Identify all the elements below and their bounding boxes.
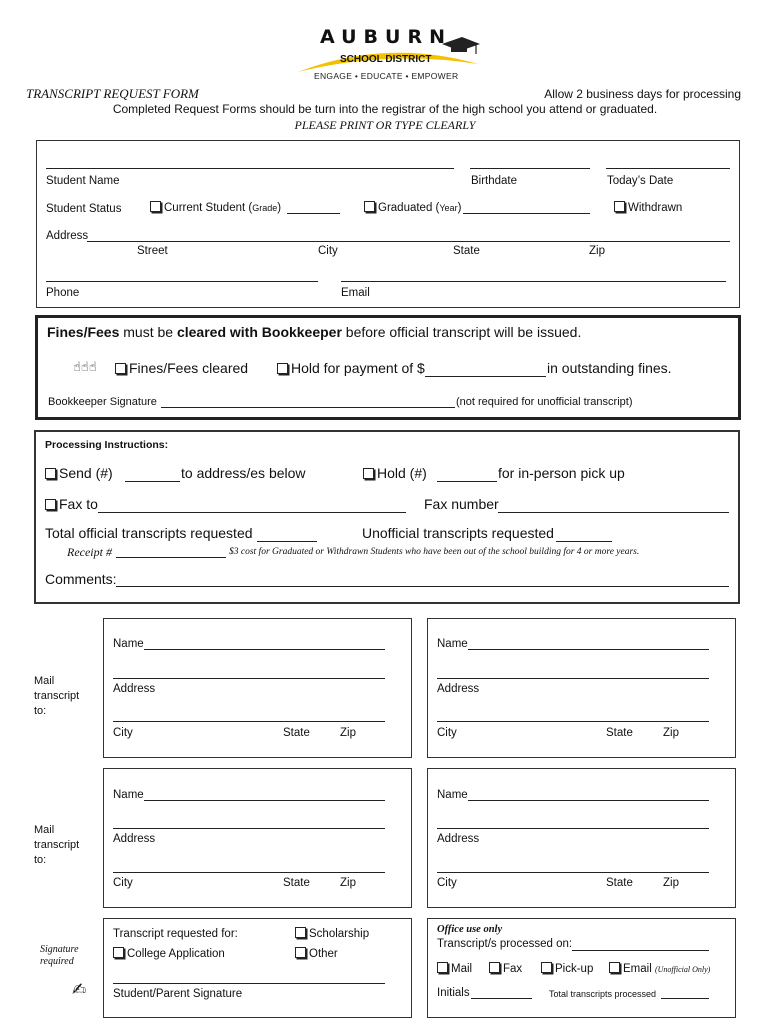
processed-on-field[interactable] xyxy=(572,950,709,951)
processing-section xyxy=(34,430,740,604)
scholarship-option[interactable]: Scholarship xyxy=(295,927,369,940)
state-label: State xyxy=(283,727,310,739)
total-processed-field[interactable] xyxy=(661,998,709,999)
hold-suffix: for in-person pick up xyxy=(498,465,625,481)
city-label: City xyxy=(437,877,457,889)
scholarship-checkbox[interactable] xyxy=(295,927,306,938)
office-mail-option[interactable]: Mail xyxy=(437,962,472,975)
grade-field[interactable] xyxy=(287,213,340,214)
logo-name: AUBURN xyxy=(320,26,452,48)
parent-signature-label: Student/Parent Signature xyxy=(113,988,243,1000)
receipt-field[interactable] xyxy=(116,557,226,558)
state-label: State xyxy=(606,877,633,889)
phone-field[interactable] xyxy=(46,281,318,282)
birthdate-field[interactable] xyxy=(470,168,590,169)
office-fax-checkbox[interactable] xyxy=(489,962,500,973)
address-line-field[interactable] xyxy=(437,678,709,679)
hold-count-field[interactable] xyxy=(437,481,497,482)
student-name-field[interactable] xyxy=(46,168,454,169)
send-count-field[interactable] xyxy=(125,481,180,482)
fax-option[interactable]: Fax to xyxy=(45,496,98,512)
state-label: State xyxy=(606,727,633,739)
name-field[interactable] xyxy=(468,649,709,650)
fines-suffix: in outstanding fines. xyxy=(547,360,672,376)
city-label: City xyxy=(437,727,457,739)
todays-date-field[interactable] xyxy=(606,168,730,169)
processing-heading: Processing Instructions: xyxy=(45,439,169,451)
student-status-label: Student Status xyxy=(46,203,122,215)
mail-side-label-2: Mail transcript to: xyxy=(34,824,80,866)
bookkeeper-signature-label: Bookkeeper Signature xyxy=(48,396,157,408)
zip-label: Zip xyxy=(663,877,679,889)
writing-hand-icon: ✍ xyxy=(72,980,87,1000)
street-label: Street xyxy=(137,245,168,257)
pointing-hands-icon: ☝☝☝ xyxy=(73,360,97,375)
official-count-field[interactable] xyxy=(257,541,317,542)
instruction-text: Completed Request Forms should be turn into the registrar of the high school you attend or graduated. xyxy=(112,102,658,116)
mail-side-label-1: Mail transcript to: xyxy=(34,675,80,717)
zip-label: Zip xyxy=(340,727,356,739)
office-use-heading: Office use only xyxy=(437,924,503,935)
fax-number-field[interactable] xyxy=(498,512,729,513)
hold-checkbox[interactable] xyxy=(363,468,374,479)
unofficial-count-field[interactable] xyxy=(556,541,612,542)
birthdate-label: Birthdate xyxy=(471,175,518,187)
office-email-checkbox[interactable] xyxy=(609,962,620,973)
processed-on-label: Transcript/s processed on: xyxy=(437,938,573,950)
office-email-option[interactable]: Email (Unofficial Only) xyxy=(609,962,710,975)
phone-label: Phone xyxy=(46,287,80,299)
form-title: TRANSCRIPT REQUEST FORM xyxy=(26,86,199,101)
send-checkbox[interactable] xyxy=(45,468,56,479)
withdrawn-option[interactable]: Withdrawn xyxy=(614,201,682,214)
zip-label: Zip xyxy=(589,245,605,257)
email-field[interactable] xyxy=(341,281,726,282)
withdrawn-checkbox[interactable] xyxy=(614,201,625,212)
city-state-zip-field[interactable] xyxy=(113,721,385,722)
fines-cleared-checkbox[interactable] xyxy=(115,363,126,374)
office-pickup-option[interactable]: Pick-up xyxy=(541,962,593,975)
requested-for-label: Transcript requested for: xyxy=(113,928,238,940)
year-field[interactable] xyxy=(463,213,590,214)
hold-option[interactable]: Hold (#) xyxy=(363,465,427,481)
receipt-label: Receipt # xyxy=(67,545,112,559)
print-note: PLEASE PRINT OR TYPE CLEARLY xyxy=(294,118,476,132)
todays-date-label: Today’s Date xyxy=(607,175,674,187)
office-mail-checkbox[interactable] xyxy=(437,962,448,973)
city-state-zip-field[interactable] xyxy=(437,721,709,722)
name-label: Name xyxy=(437,638,468,650)
address-label: Address xyxy=(437,833,480,845)
name-field[interactable] xyxy=(144,800,385,801)
other-checkbox[interactable] xyxy=(295,947,306,958)
comments-field[interactable] xyxy=(116,586,729,587)
fines-cleared-option[interactable]: Fines/Fees cleared xyxy=(115,360,248,376)
send-option[interactable]: Send (#) xyxy=(45,465,113,481)
address-line-field[interactable] xyxy=(113,678,385,679)
initials-label: Initials xyxy=(437,987,470,999)
city-label: City xyxy=(318,245,338,257)
address-label: Address xyxy=(437,683,480,695)
office-pickup-checkbox[interactable] xyxy=(541,962,552,973)
city-state-zip-field[interactable] xyxy=(113,872,385,873)
name-field[interactable] xyxy=(468,800,709,801)
name-label: Name xyxy=(113,789,144,801)
zip-label: Zip xyxy=(340,877,356,889)
official-count-label: Total official transcripts requested xyxy=(45,525,253,541)
receipt-note: $3 cost for Graduated or Withdrawn Students who have been out of the school building for 4 or more years. xyxy=(229,547,640,557)
other-option[interactable]: Other xyxy=(295,947,338,960)
state-label: State xyxy=(453,245,480,257)
district-logo xyxy=(292,20,482,86)
state-label: State xyxy=(283,877,310,889)
email-label: Email xyxy=(341,287,370,299)
logo-district: SCHOOL DISTRICT xyxy=(340,54,432,65)
graduated-option[interactable]: Graduated (Year) xyxy=(364,201,461,214)
total-processed-label: Total transcripts processed xyxy=(549,989,657,999)
fax-number-label: Fax number xyxy=(424,496,499,512)
fine-amount-field[interactable] xyxy=(425,376,546,377)
zip-label: Zip xyxy=(663,727,679,739)
name-label: Name xyxy=(437,789,468,801)
address-label: Address xyxy=(46,230,89,242)
address-label: Address xyxy=(113,683,156,695)
city-label: City xyxy=(113,877,133,889)
fines-heading: Fines/Fees must be cleared with Bookkeeper before official transcript will be issued. xyxy=(47,324,582,340)
bookkeeper-signature-field[interactable] xyxy=(161,407,455,408)
city-state-zip-field[interactable] xyxy=(437,872,709,873)
address-field[interactable] xyxy=(87,241,730,242)
processing-note: Allow 2 business days for processing xyxy=(544,87,741,101)
signature-required-label: Signature required xyxy=(40,944,79,967)
current-student-option[interactable]: Current Student (Grade) xyxy=(150,201,281,214)
fax-checkbox[interactable] xyxy=(45,499,56,510)
signature-note: (not required for unofficial transcript) xyxy=(456,396,633,408)
hold-payment-checkbox[interactable] xyxy=(277,363,288,374)
logo-motto: ENGAGE • EDUCATE • EMPOWER xyxy=(314,71,459,81)
office-fax-option[interactable]: Fax xyxy=(489,962,522,975)
student-info-section xyxy=(36,140,740,308)
student-name-label: Student Name xyxy=(46,175,120,187)
initials-field[interactable] xyxy=(471,998,532,999)
city-label: City xyxy=(113,727,133,739)
comments-label: Comments: xyxy=(45,571,117,587)
name-field[interactable] xyxy=(144,649,385,650)
graduated-checkbox[interactable] xyxy=(364,201,375,212)
college-option[interactable]: College Application xyxy=(113,947,225,960)
send-suffix: to address/es below xyxy=(181,465,306,481)
address-line-field[interactable] xyxy=(437,828,709,829)
current-student-checkbox[interactable] xyxy=(150,201,161,212)
unofficial-count-label: Unofficial transcripts requested xyxy=(362,525,554,541)
fax-to-field[interactable] xyxy=(98,512,406,513)
parent-signature-field[interactable] xyxy=(113,983,385,984)
name-label: Name xyxy=(113,638,144,650)
address-label: Address xyxy=(113,833,156,845)
address-line-field[interactable] xyxy=(113,828,385,829)
hold-payment-option[interactable]: Hold for payment of $ xyxy=(277,360,425,376)
college-checkbox[interactable] xyxy=(113,947,124,958)
